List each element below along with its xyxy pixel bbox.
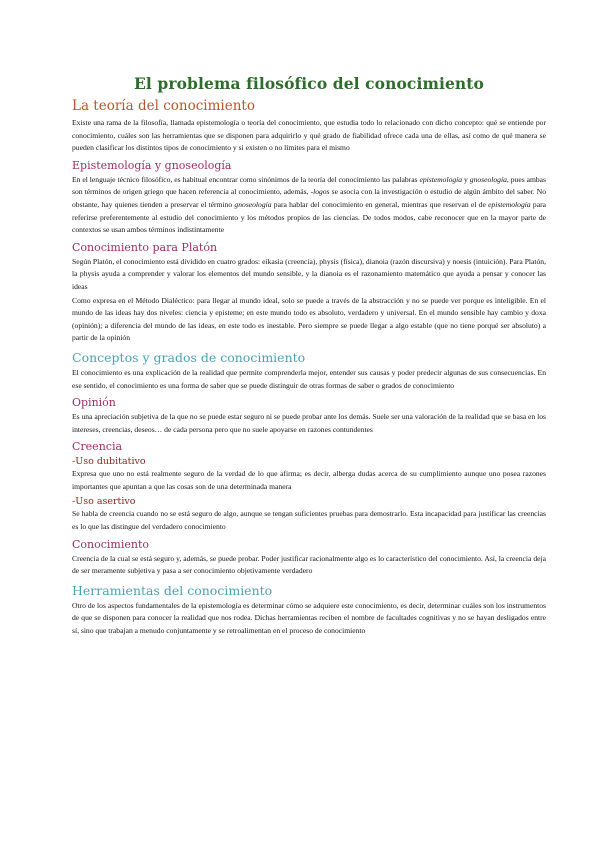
text-run: para hablar del conocimiento en general, mientras que reservan el de — [271, 199, 489, 209]
text-run: , pues ambas son términos de origen griego que hacen referencia al conocimiento, además, — [72, 174, 546, 197]
page-title: El problema filosófico del conocimiento — [134, 74, 484, 93]
text-run: se asocia con la investigación o estudio de algún ámbito del saber. No obstante, hay quienes tienden a preservar el término — [72, 187, 546, 209]
text-run: para referirse preferentemente al estudio del conocimiento y los métodos propios de las ciencias. De todos modos, cabe reconocer que en la mayor parte de contextos se usan ambos términos indistintamente — [72, 199, 546, 235]
heading-herramientas: Herramientas del conocimiento — [72, 582, 273, 598]
heading-conocimiento: Conocimiento — [72, 537, 150, 551]
term-gnoseologia: gnoseología — [469, 174, 507, 184]
heading-opinion: Opinión — [72, 396, 116, 410]
paragraph-platon-2: Como expresa en el Método Dialéctico: para llegar al mundo ideal, solo se puede a través de la abstracción y no se puede ver porque es inteligible. En el mundo de las ideas hay dos niveles: ciencia y episteme; en este mundo todo es absoluto, verdadero y universal. En el mundo sensible hay cambio y doxa (opinión); a diferencia del mundo de las ideas, en este todo es inestable. Pero siempre se puede llegar a algo estable (que no tiene porqué ser absoluto) a partir de la opinión — [72, 295, 546, 343]
heading-platon: Conocimiento para Platón — [72, 240, 218, 254]
paragraph-conceptos: El conocimiento es una explicación de la realidad que permite comprenderla mejor, entender sus causas y poder predecir algunas de sus consecuencias. En ese sentido, el conocimiento es una forma de saber que se puede distinguir de otras formas de saber o grados de conocimiento — [72, 367, 546, 390]
heading-creencia: Creencia — [72, 440, 123, 454]
heading-teoria: La teoría del conocimiento — [72, 98, 255, 114]
text-run: En el lenguaje técnico filosófico, es habitual encontrar como sinónimos de la teoría del conocimiento las palabras — [72, 174, 420, 184]
heading-epistemologia: Epistemología y gnoseología — [72, 158, 232, 172]
paragraph-uso-asertivo: Se habla de creencia cuando no se está seguro de algo, aunque se tengan suficientes pruebas para demostrarlo. Esta incapacidad para justificar las creencias es lo que las distingue del verdadero conocimiento — [72, 509, 546, 532]
paragraph-epistemologia — [72, 174, 546, 237]
paragraph-herramientas: Otro de los aspectos fundamentales de la epistemología es determinar cómo se adquiere este conocimiento, es decir, determinar cuáles son los instrumentos de que se disponen para conocer la realidad que nos rodea. Dichas herramientas reciben el nombre de facultades cognitivas y no se hayan desligados entre sí, sino que trabajan a menudo conjuntamente y se retroalimentan en el proceso de conocimiento — [72, 600, 546, 636]
heading-uso-asertivo: -Uso asertivo — [72, 496, 136, 508]
paragraph-platon-1: Según Platón, el conocimiento está dividido en cuatro grados: eikasia (creencia), physis (física), dianoia (razón discursiva) y noesis (intuición). Para Platón, la physis ayuda a comprender y valorar los elementos del mundo sensible, y la dianoia es el razonamiento matemático que ayuda a pensar y conocer las ideas — [72, 256, 546, 291]
text-run: y — [462, 174, 470, 184]
term-gnoseologia-2: gnoseología — [234, 199, 272, 209]
paragraph-opinion: Es una apreciación subjetiva de la que no se puede estar seguro ni se puede probar ante los demás. Suele ser una valoración de la realidad que se basa en los intereses, creencias, deseos… de cada persona pero que no suele apoyarse en razones contundentes — [72, 412, 546, 434]
term-logos: -logos — [310, 187, 330, 197]
paragraph-conocimiento: Creencia de la cual se está seguro y, además, se puede probar. Poder justificar racionalmente algo es lo característico del conocimiento. Así, la creencia deja de ser meramente subjetiva y pasa a ser conocimiento objetivamente verdadero — [72, 553, 546, 576]
paragraph-teoria: Existe una rama de la filosofía, llamada epistemología o teoría del conocimiento, que estudia todo lo relacionado con dicho concepto: qué se entiende por conocimiento, cuáles son las herramientas que se disponen para adquirirlo y qué grado de fiabilidad ofrece cada una de ellas, así como de qué manera se pueden clasificar los distintos tipos de conocimiento y si existen o no límites para el mismo — [72, 118, 546, 153]
term-epistemologia: epistemología — [419, 174, 463, 184]
term-epistemologia-2: epistemología — [488, 199, 531, 209]
heading-conceptos: Conceptos y grados de conocimiento — [72, 349, 306, 365]
heading-uso-dubitativo: -Uso dubitativo — [72, 456, 146, 468]
paragraph-uso-dubitativo: Expresa que uno no está realmente seguro de la verdad de lo que afirma; es decir, alberga dudas acerca de su cumplimiento aunque uno posea razones importantes que apuntan a que las cosas son de una determinada manera — [72, 469, 546, 491]
